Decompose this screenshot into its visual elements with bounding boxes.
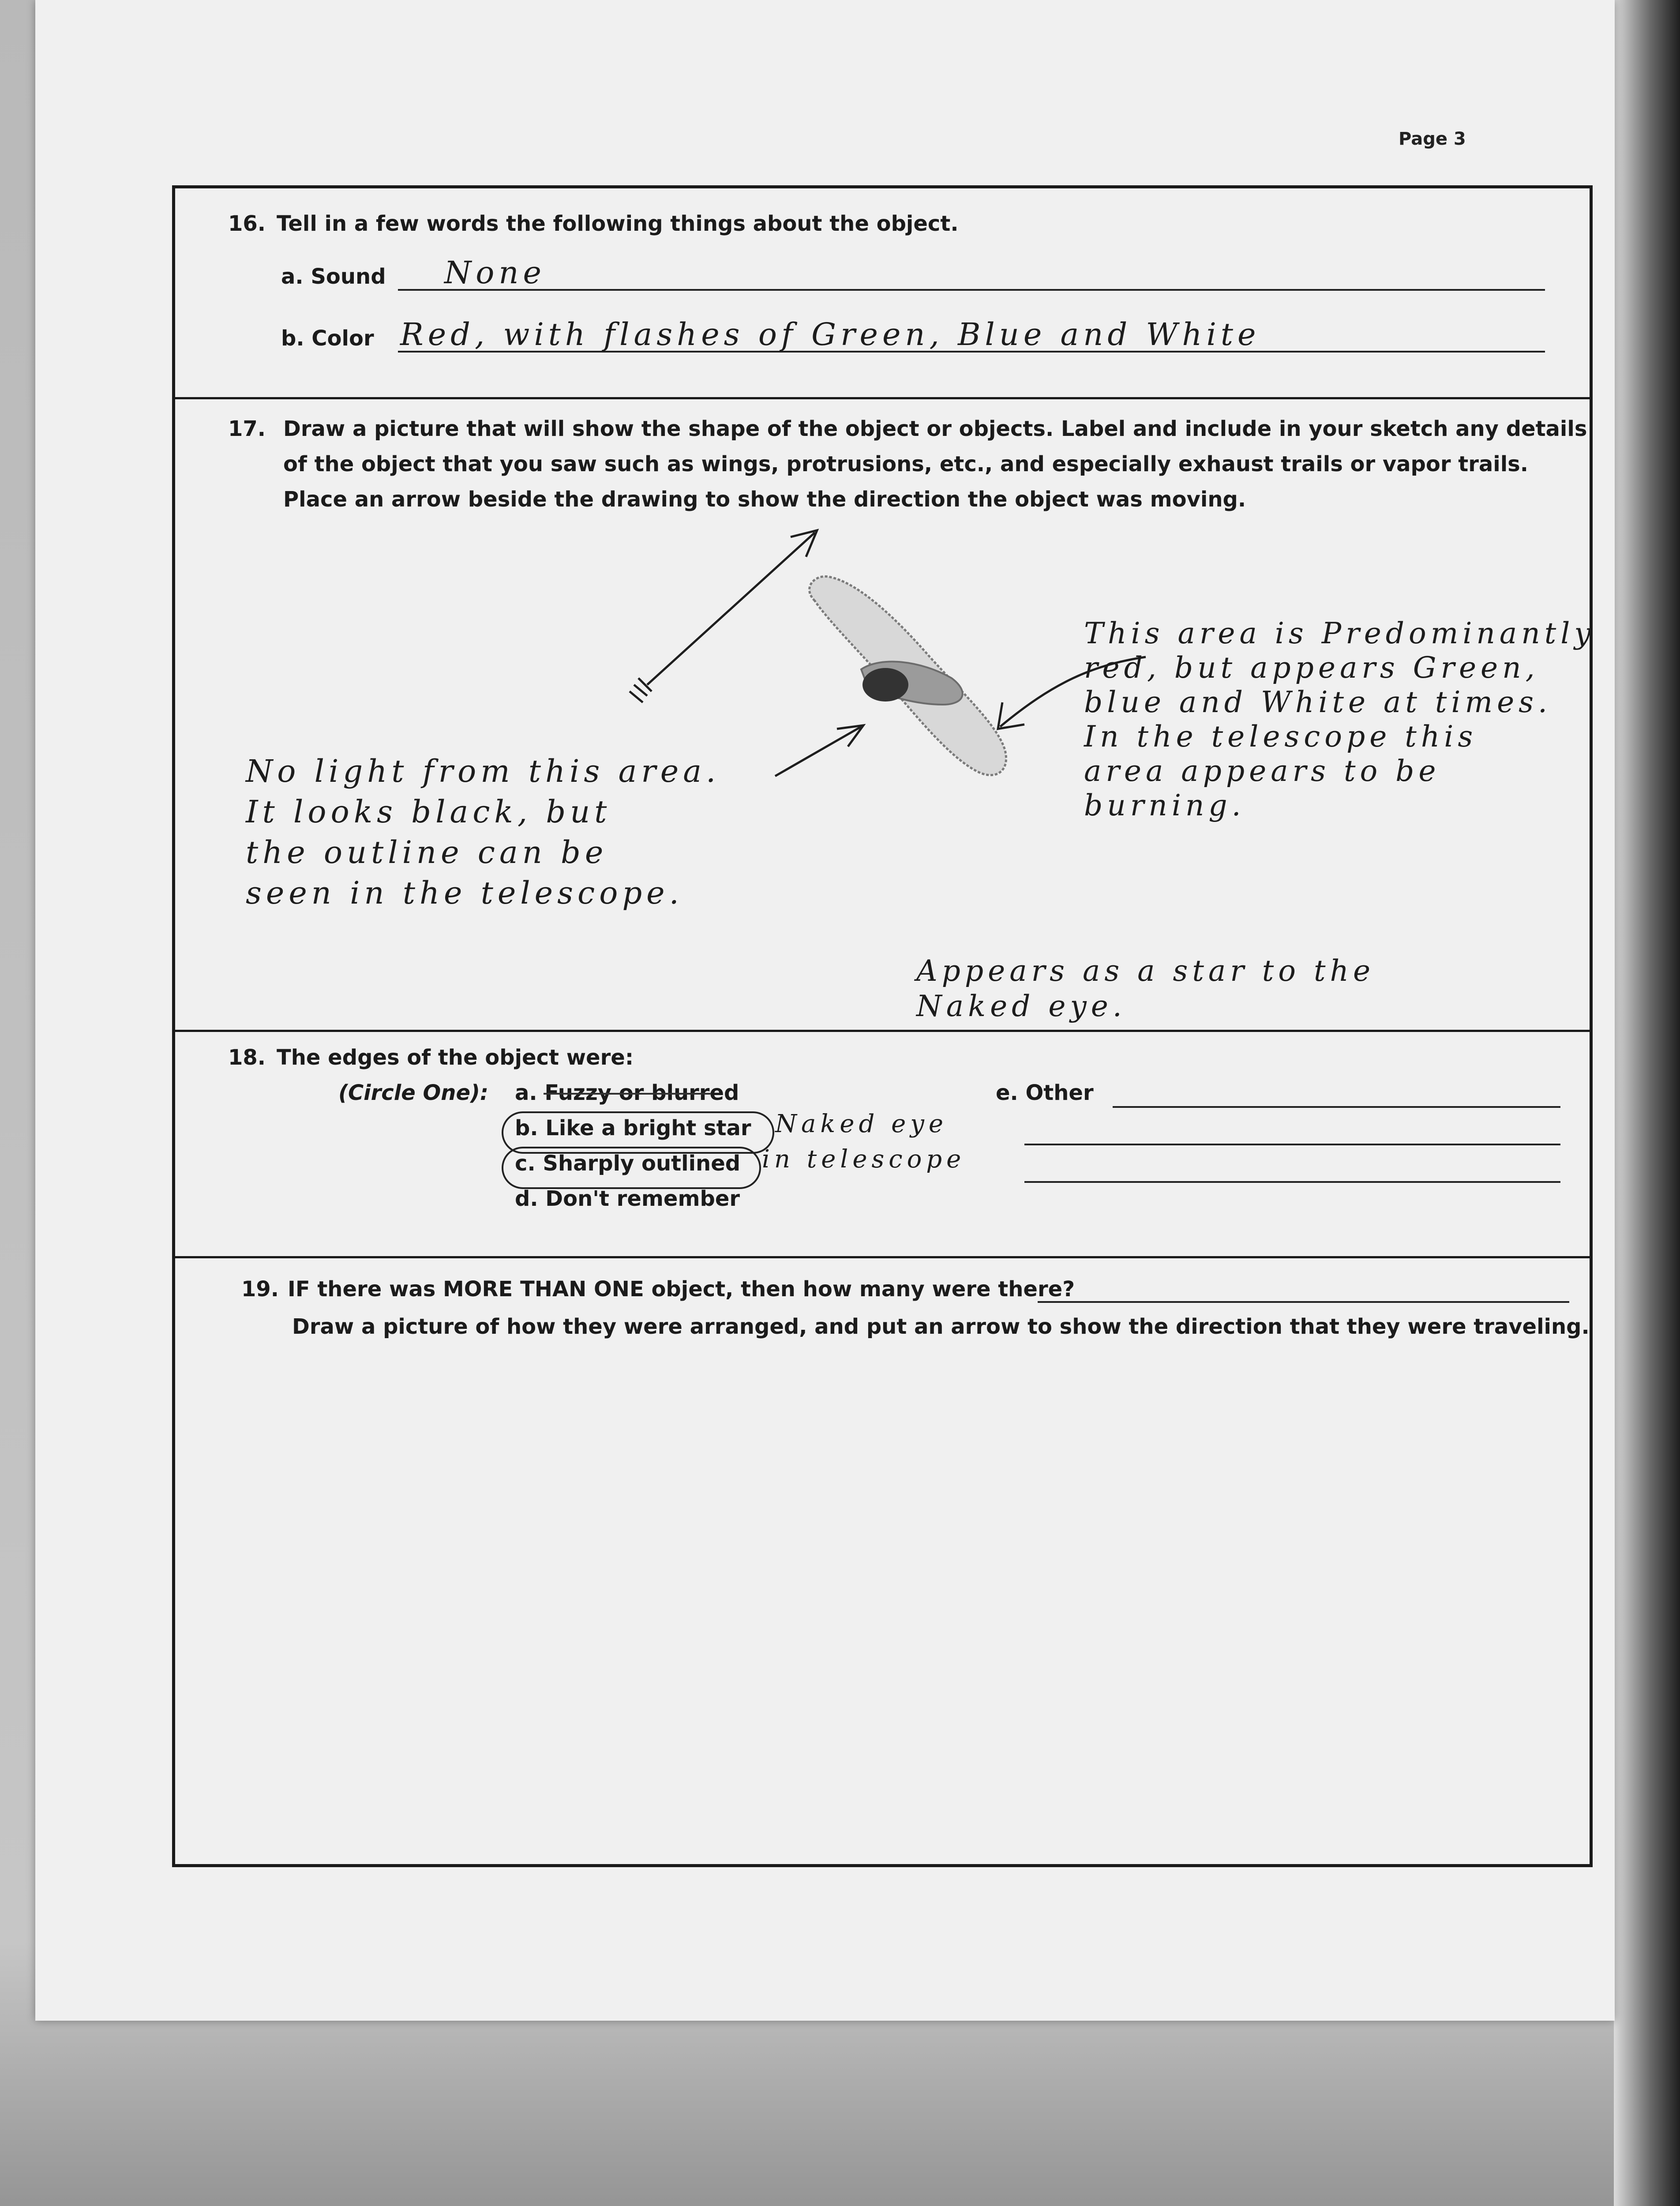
q17-note-bottom-line: Naked eye. xyxy=(916,989,1126,1023)
q18-other-line-3 xyxy=(1024,1181,1560,1183)
q18-option-d: d. Don't remember xyxy=(515,1186,740,1211)
q18-other-line-1 xyxy=(1113,1106,1560,1108)
q18-prompt: The edges of the object were: xyxy=(277,1045,634,1070)
q17-note-right-line: burning. xyxy=(1084,788,1245,822)
divider-18-19 xyxy=(175,1256,1590,1258)
q17-note-right-line: This area is Predominantly xyxy=(1084,616,1595,650)
direction-arrow xyxy=(630,530,817,702)
form-frame xyxy=(172,185,1593,1867)
q18-option-b: b. Like a bright star xyxy=(515,1116,751,1141)
q17-note-right-line: In the telescope this xyxy=(1084,720,1478,754)
q16-sound-answer: None xyxy=(444,255,546,291)
divider-17-18 xyxy=(175,1030,1590,1032)
q18-number: 18. xyxy=(228,1045,266,1070)
q18-option-a-strike xyxy=(544,1093,711,1095)
q16-color-label: b. Color xyxy=(281,326,374,351)
q17-note-right-line: area appears to be xyxy=(1084,754,1440,788)
q17-note-right-line: blue and White at times. xyxy=(1084,685,1552,719)
page-number: Page 3 xyxy=(1399,129,1466,149)
form-page xyxy=(35,0,1615,2021)
q16-prompt: Tell in a few words the following things about the object. xyxy=(277,211,959,236)
scan-edge xyxy=(1614,0,1680,2206)
q17-note-left-line: It looks black, but xyxy=(246,794,611,830)
q17-number: 17. xyxy=(228,416,266,441)
q17-note-left-line: seen in the telescope. xyxy=(246,875,683,911)
q17-prompt-line1: Draw a picture that will show the shape of the object or objects. Label and include in your sketch any details xyxy=(283,416,1587,441)
q17-note-left-line: No light from this area. xyxy=(246,753,720,789)
q18-annotation-c: in telescope xyxy=(762,1145,966,1174)
q17-note-right-line: red, but appears Green, xyxy=(1084,651,1539,685)
q18-other-line-2 xyxy=(1024,1144,1560,1145)
q16-color-answer: Red, with flashes of Green, Blue and White xyxy=(400,316,1260,353)
q17-prompt-line3: Place an arrow beside the drawing to show the direction the object was moving. xyxy=(283,487,1246,512)
q19-prompt: IF there was MORE THAN ONE object, then how many were there? xyxy=(288,1277,1075,1302)
q16-sound-label: a. Sound xyxy=(281,264,386,289)
q18-annotation-b: Naked eye xyxy=(775,1110,948,1138)
q18-option-c: c. Sharply outlined xyxy=(515,1151,741,1176)
q19-count-line xyxy=(1038,1301,1569,1303)
q18-option-a: a. Fuzzy or blurred xyxy=(515,1080,739,1105)
q17-note-left-line: the outline can be xyxy=(246,834,608,870)
q17-prompt-line2: of the object that you saw such as wings, protrusions, etc., and especially exhaust trails or vapor trails. xyxy=(283,452,1528,476)
q18-other-label: e. Other xyxy=(996,1080,1094,1105)
object-drawing xyxy=(810,576,1006,775)
q17-note-bottom-line: Appears as a star to the xyxy=(916,954,1375,988)
q19-instruction: Draw a picture of how they were arranged, and put an arrow to show the direction that they were traveling. xyxy=(292,1314,1590,1339)
q16-number: 16. xyxy=(228,211,266,236)
q19-number: 19. xyxy=(241,1277,279,1302)
q18-circle-one: (Circle One): xyxy=(338,1080,489,1105)
